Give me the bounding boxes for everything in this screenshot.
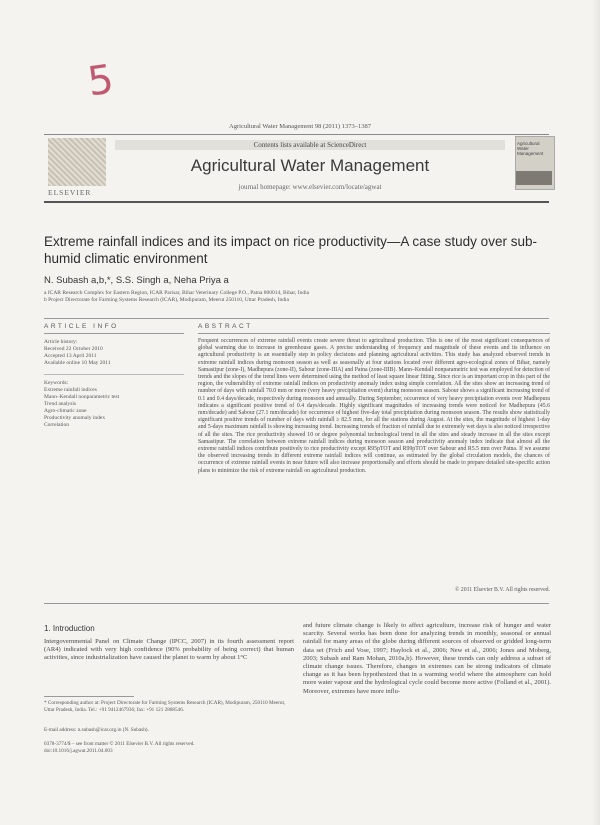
affiliation: b Project Directorate for Farming Systems Research (ICAR), Modipuram, Meerut 250110, Uttar Pradesh, India [44, 297, 289, 303]
abstract-text: Frequent occurrences of extreme rainfall events create severe threat to agricultural production. This is one of the most significant consequences of global warming due to increase in greenhouse gases. A precise understanding of frequency and magnitude of these events and its influence on agricultural productivity is an essentially step in policy decisions and planning agricultural activities. This study has analyzed observed trends in extreme rainfall indices during monsoon season as well as seasonally at four stations located over different agro-ecological zones of Bihar, namely Samastipur (zone-I), Madhepura (zone-II), Sabour (zone-IIIA) and Patna (zone-IIIB). Mann–Kendall nonparametric test was employed for detection of trends and the slopes of the trend lines were determined using the method of least square linear fitting. Since rice is an important crop in this part of the region, the vulnerability of extreme rainfall indices on productivity anomaly index using simple correlation. All the sites show an increasing trend of number of days with rainfall 70.0 mm or more (very heavy precipitation event) during monsoon season. Sabour shows a significant increasing trend of 0.1 and 0.4 days/decade, respectively during monsoon and annually. During September, occurrence of very heavy precipitation events over Madhepura indicates a significant positive trend of 0.4 days/decade. Highly significant magnitudes of increasing trends were noticed for Madhepura (45.6 mm/decade) and Sabour (27.1 mm/decade) for occurrence of highest five-day total precipitation during monsoon season. The results show statistically significant positive trends of number of days with rainfall ≥ 82.5 mm, for all the stations during August. At the sites, the magnitude of highest 1-day and 5-days maximum rainfall is showing increasing trend. Increasing trends of fraction of rainfall due to extremely wet days is also noticed irrespective of all the sites. The rice productivity showed 10 or degree polynomial technological trend in all the sites and steady increase in all the sites except Samastipur. The correlation between extreme rainfall indices during monsoon season and productivity anomaly index indicate that almost all the extreme rainfall indices contribute positively to rice productivity except R95pTOT and R99pTOT over Sabour and R5.5 mm over Patna. If we assume the observed increasing trends in different extreme rainfall indices will continue, as estimated by the global circulation models, the chances of occurrence of extreme rainfall events in near future will also increase proportionally and efforts should be made to prepare detailed site-specific action plans to minimize the risk of extreme rainfall on agricultural production. [198, 338, 550, 474]
publisher-name: ELSEVIER [48, 188, 92, 197]
keyword: Agro-climatic zone [44, 408, 87, 414]
doi-line[interactable]: doi:10.1016/j.agwat.2011.04.003 [44, 748, 113, 754]
handwritten-annotation: 5 [84, 56, 117, 106]
history-label: Article history: [44, 339, 78, 345]
history-item: Accepted 13 April 2011 [44, 353, 97, 359]
abstract-heading: ABSTRACT [198, 323, 253, 330]
journal-homepage[interactable]: journal homepage: www.elsevier.com/locate/agwat [238, 183, 382, 191]
divider [44, 374, 184, 375]
article-info-heading: ARTICLE INFO [44, 323, 119, 330]
keywords-label: Keywords: [44, 380, 69, 386]
intro-left-column: Intergovernmental Panel on Climate Change (IPCC, 2007) in its fourth assessment report (AR4) indicated with very high confidence (90% probability of being correct) that human activities, since industrialization have caused the planet to warm by about 1°C [44, 638, 294, 662]
keyword: Correlation [44, 422, 70, 428]
scan-edge-shadow [592, 0, 600, 825]
elsevier-tree-logo [48, 138, 106, 186]
keyword: Mann–Kendall nonparametric test [44, 394, 120, 400]
section-heading: 1. Introduction [44, 624, 95, 633]
authors: N. Subash a,b,*, S.S. Singh a, Neha Priya a [44, 275, 229, 286]
keyword: Trend analysis [44, 401, 77, 407]
keyword: Productivity anomaly index [44, 415, 106, 421]
journal-title: Agricultural Water Management [190, 156, 430, 175]
running-header: Agricultural Water Management 98 (2011) 1373–1387 [229, 123, 371, 130]
paper-title: Extreme rainfall indices and its impact on rice productivity—A case study over sub-humid climatic environment [44, 234, 537, 266]
footnote-rule [44, 696, 134, 697]
divider [44, 333, 184, 334]
cover-title: Agricultural Water Management [517, 141, 544, 156]
contents-line: Contents lists available at ScienceDirect [253, 141, 367, 149]
keyword: Extreme rainfall indices [44, 387, 97, 393]
divider [198, 333, 550, 334]
copyright: © 2011 Elsevier B.V. All rights reserved. [454, 587, 550, 593]
affiliation: a ICAR Research Complex for Eastern Region, ICAR Parisar, Bihar Veterinary College P.O., Patna 800014, Bihar, India [44, 290, 310, 296]
history-item: Available online 10 May 2011 [44, 360, 111, 366]
email-footnote: E-mail address: n.subash@icar.org.in (N. Subash). [44, 727, 149, 733]
divider [44, 603, 549, 604]
corresponding-footnote: * Corresponding author at: Project Directorate for Farming Systems Research (ICAR), Modipuram, 250110 Meerut, Uttar Pradesh, India. Tel.: +91 9412467936; fax: +91 121 2888546. [44, 700, 286, 713]
intro-right-column: and future climate change is likely to affect agriculture, increase risk of hunger and water scarcity. Several works has been done for analyzing trends in monthly, seasonal or annual rainfall for many areas of the globe during different sources of observed or gridded long-term data set (Frich and Vose, 1997; Haylock et al., 2006; New et al., 2006; Jones and Moberg, 2003; Subash and Ram Mohan, 2010a,b). However, these trends can only address a subset of climate change issues. Therefore, changes in extremes can be strong indicators of climate change as it has been hypothesized that in a warming world where the atmosphere can hold more water vapour and the hydrological cycle could become more active (Folland et al., 2001). Moreover, extremes have more influ- [303, 622, 551, 695]
issn-line: 0378-3774/$ – see front matter © 2011 Elsevier B.V. All rights reserved. [44, 741, 195, 747]
history-item: Received 22 October 2010 [44, 346, 103, 352]
cover-band [516, 171, 552, 185]
divider [44, 318, 549, 319]
